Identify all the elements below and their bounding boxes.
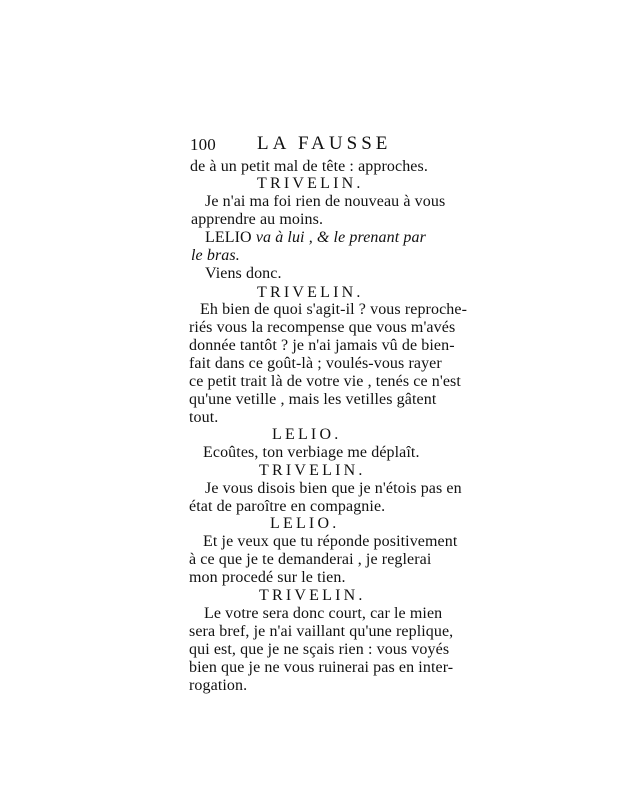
text-line: apprendre au moins. xyxy=(191,211,324,228)
text-line: donnée tantôt ? je n'ai jamais vû de bien- xyxy=(189,337,455,354)
stage-direction-text: le bras. xyxy=(191,247,240,264)
speaker-heading: TRIVELIN. xyxy=(259,587,366,604)
text-line: riés vous la recompense que vous m'avés xyxy=(189,319,456,336)
speaker-heading: TRIVELIN. xyxy=(259,462,366,479)
text-line: à ce que je te demanderai , je reglerai xyxy=(189,551,432,568)
text-line: Je n'ai ma foi rien de nouveau à vous xyxy=(205,193,446,210)
text-line: bien que je ne vous ruinerai pas en inter- xyxy=(189,659,454,676)
stage-direction-text: va à lui , & le prenant par xyxy=(255,229,426,246)
text-line: qu'une vetille , mais les vetilles gâtent xyxy=(189,391,437,408)
text-line: de à un petit mal de tête : approches. xyxy=(190,158,428,175)
text-line: qui est, que je ne sçais rien : vous voyés xyxy=(189,641,450,658)
text-line: Ecoûtes, ton verbiage me déplaît. xyxy=(203,444,420,461)
speaker-heading: LELIO. xyxy=(270,515,340,532)
text-line: fait dans ce goût-là ; voulés-vous rayer xyxy=(189,355,442,372)
page-number: 100 xyxy=(190,135,216,154)
text-line: Et je veux que tu réponde positivement xyxy=(203,533,458,550)
running-title: LA FAUSSE xyxy=(257,133,392,154)
text-line: sera bref, je n'ai vaillant qu'une replique, xyxy=(189,623,454,640)
stage-direction xyxy=(205,229,426,247)
text-line: rogation. xyxy=(189,677,248,694)
text-line: tout. xyxy=(189,409,219,426)
text-line: ce petit trait là de votre vie , tenés ce n'est xyxy=(189,373,461,390)
text-line: mon procedé sur le tien. xyxy=(189,569,346,586)
speaker-heading: TRIVELIN. xyxy=(257,175,364,192)
speaker-heading: LELIO. xyxy=(272,426,342,443)
text-line: Je vous disois bien que je n'étois pas en xyxy=(205,480,462,497)
text-line: Le votre sera donc court, car le mien xyxy=(204,605,443,622)
text-line: Eh bien de quoi s'agit-il ? vous reproche- xyxy=(200,301,468,318)
speaker-heading: TRIVELIN. xyxy=(257,284,364,301)
text-line: état de paroître en compagnie. xyxy=(189,498,386,515)
text-line: Viens donc. xyxy=(205,265,282,282)
speaker-name: LELIO xyxy=(205,229,252,246)
